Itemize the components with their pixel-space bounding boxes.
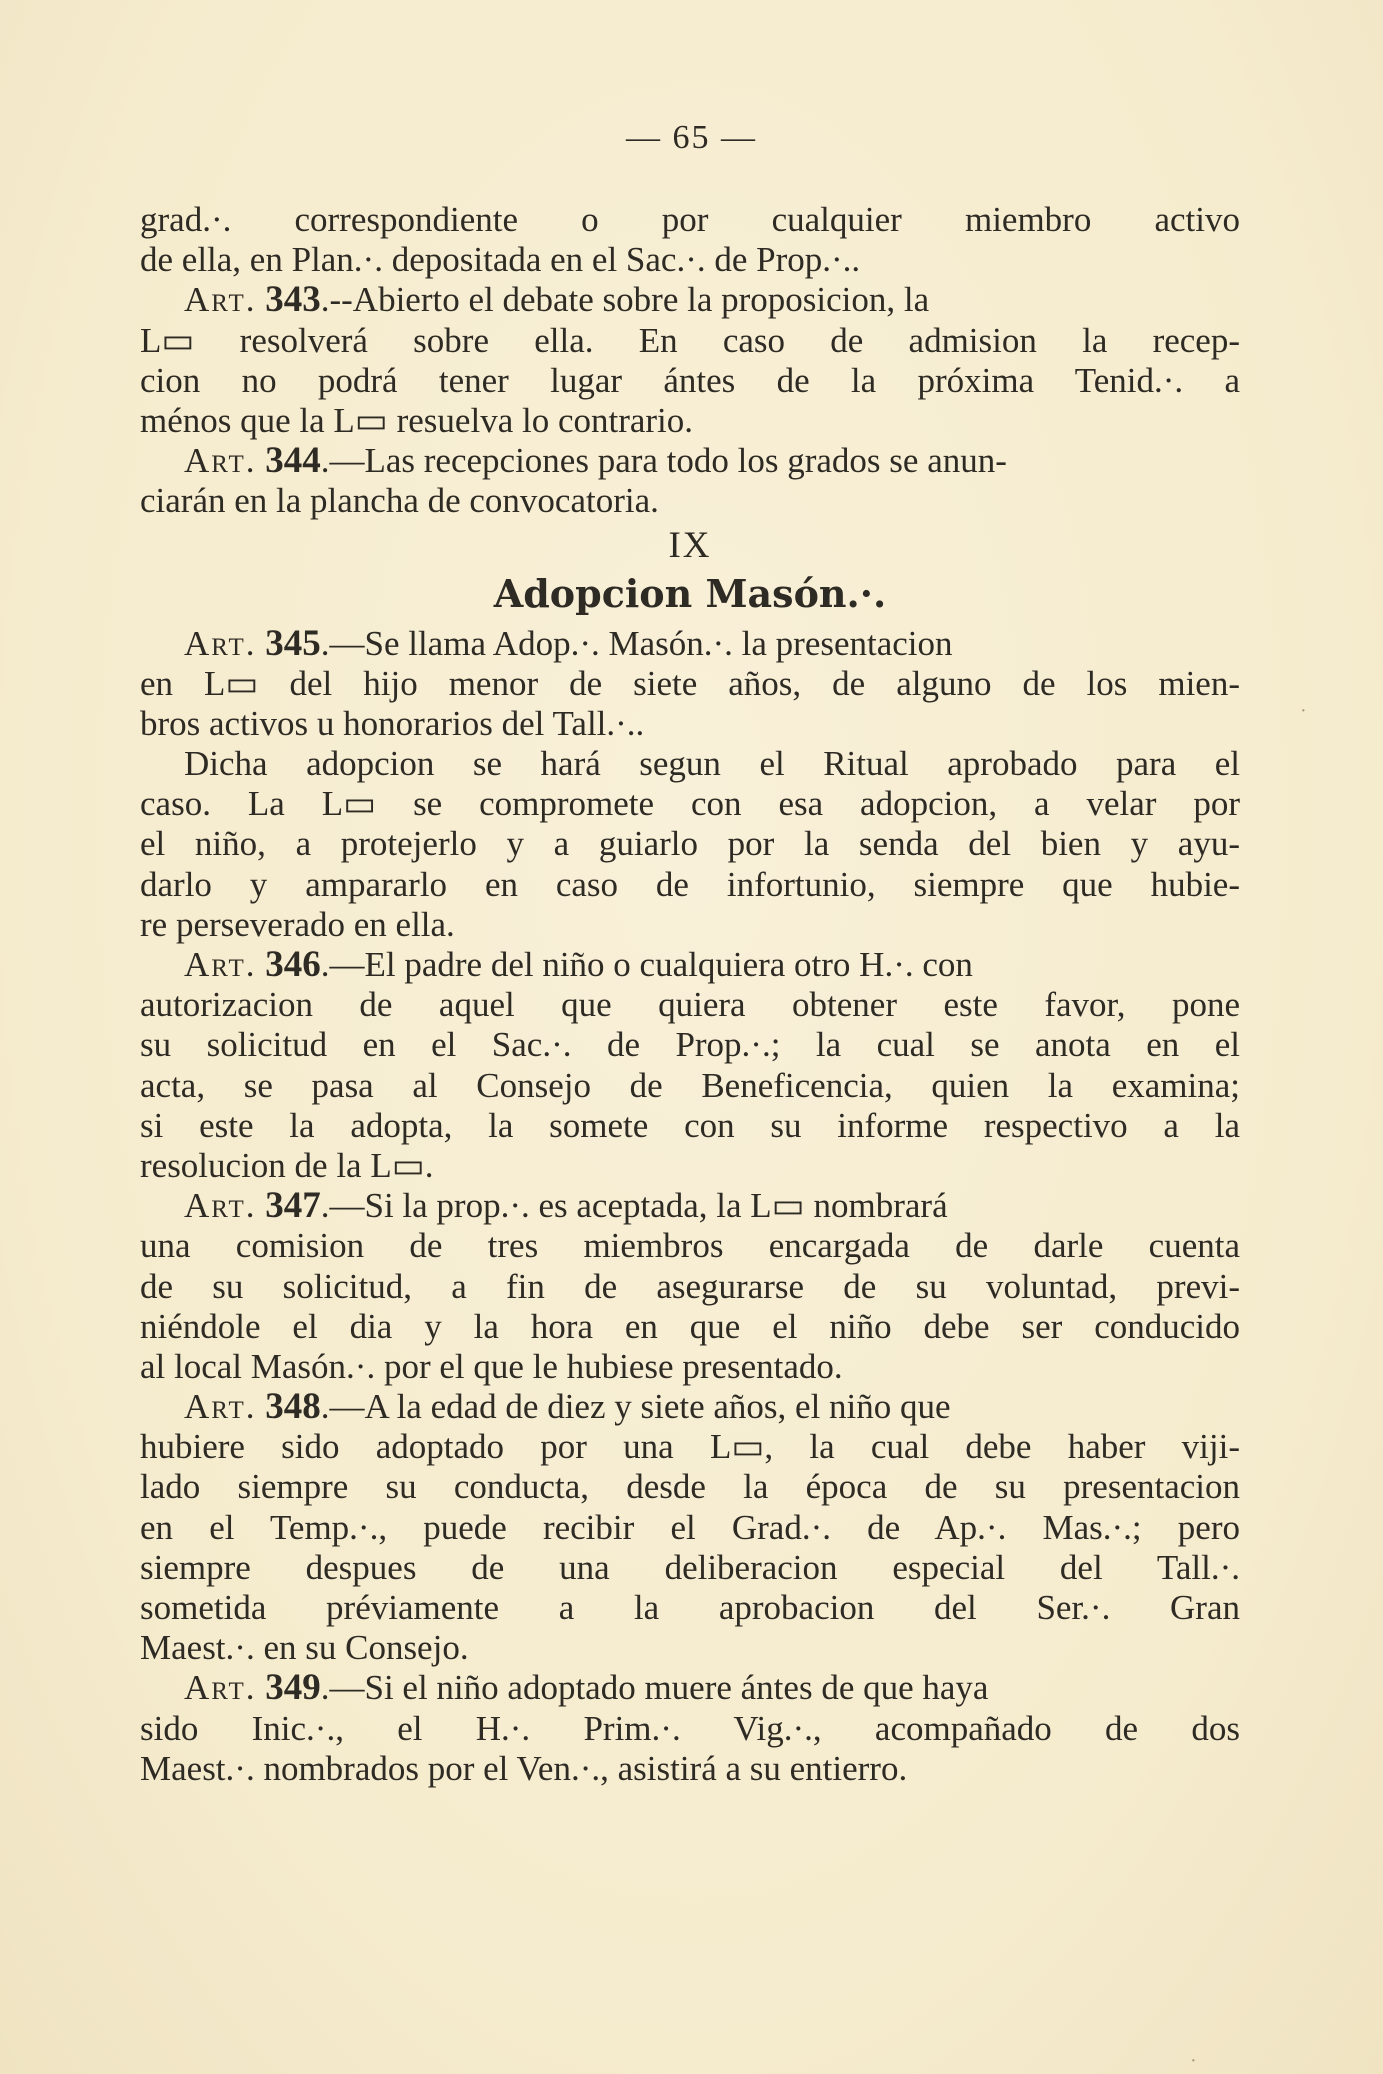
text-line: re perseverado en ella. (140, 904, 455, 944)
article-number: 346 (265, 944, 321, 985)
article-heading-line (140, 624, 1240, 664)
text-line: su solicitud en el Sac.·. de Prop.·.; la cual se anota en el (140, 1025, 1240, 1065)
article-label: Art. (184, 1186, 257, 1226)
article-heading-line (140, 1387, 1240, 1427)
article-heading-line (140, 1186, 1240, 1226)
article-label: Art. (184, 280, 257, 320)
text-line: autorizacion de aquel que quiera obtener este favor, pone (140, 985, 1240, 1025)
text-line: en el Temp.·., puede recibir el Grad.·. de Ap.·. Mas.·.; pero (140, 1507, 1240, 1547)
article-heading-line (140, 945, 1240, 985)
text-line: darlo y ampararlo en caso de infortunio, siempre que hubie- (140, 864, 1240, 904)
text-line: acta, se pasa al Consejo de Beneficencia, quien la examina; (140, 1065, 1240, 1105)
article-label: Art. (184, 441, 257, 481)
text-line: Maest.·. nombrados por el Ven.·., asistirá a su entierro. (140, 1748, 908, 1788)
text-line: ménos que la L▭ resuelva lo contrario. (140, 400, 694, 440)
text-line: caso. La L▭ se compromete con esa adopcion, a velar por (140, 784, 1240, 824)
text-line: el niño, a protejerlo y a guiarlo por la senda del bien y ayu- (140, 824, 1240, 864)
article-number: 349 (265, 1667, 321, 1709)
text-line: al local Masón.·. por el que le hubiese presentado. (140, 1346, 843, 1386)
article-text: .—Si el niño adoptado muere ántes de que haya (320, 1668, 989, 1708)
paper-speck: · (1300, 700, 1307, 722)
text-line: una comision de tres miembros encargada de darle cuenta (140, 1226, 1240, 1266)
article-number: 348 (265, 1386, 321, 1428)
article-number: 344 (265, 440, 321, 482)
text-line: resolucion de la L▭. (140, 1145, 434, 1185)
article-text: .—Las recepciones para todo los grados se anun- (320, 441, 1007, 481)
text-block-top (140, 200, 1240, 522)
article-number: 343 (265, 279, 321, 321)
article-text: .—Si la prop.·. es aceptada, la L▭ nombrará (320, 1186, 948, 1226)
article-heading-line (140, 280, 1240, 320)
text-line: niéndole el dia y la hora en que el niño debe ser conducido (140, 1306, 1240, 1346)
text-line: L▭ resolverá sobre ella. En caso de admision la recep- (140, 320, 1240, 360)
section-title: Adopcion Masón.·. (493, 570, 887, 616)
text-line: ciarán en la plancha de convocatoria. (140, 481, 659, 521)
article-label: Art. (184, 1387, 257, 1427)
text-line: siempre despues de una deliberacion especial del Tall.·. (140, 1547, 1240, 1587)
text-line: de su solicitud, a fin de asegurarse de su voluntad, previ- (140, 1266, 1240, 1306)
article-text: .—El padre del niño o cualquiera otro H.·. con (320, 945, 973, 984)
text-line: hubiere sido adoptado por una L▭, la cual debe haber viji- (140, 1427, 1240, 1467)
text-line: cion no podrá tener lugar ántes de la próxima Tenid.·. a (140, 360, 1240, 400)
article-label: Art. (184, 1668, 257, 1708)
article-heading-line (140, 1668, 1240, 1708)
text-line: Maest.·. en su Consejo. (140, 1628, 469, 1668)
text-line: si este la adopta, la somete con su informe respectivo a la (140, 1105, 1240, 1145)
text-line: lado siempre su conducta, desde la época de su presentacion (140, 1467, 1240, 1507)
text-line: grad.·. correspondiente o por cualquier miembro activo (140, 200, 1240, 239)
text-line: bros activos u honorarios del Tall.·.. (140, 703, 645, 743)
article-heading-line (140, 441, 1240, 481)
article-text: .--Abierto el debate sobre la proposicion, la (320, 280, 930, 320)
paper-speck: · (1190, 2050, 1197, 2072)
text-line: sometida préviamente a la aprobacion del Ser.·. Gran (140, 1588, 1240, 1627)
article-number: 345 (265, 622, 321, 664)
article-label: Art. (184, 945, 257, 984)
text-block-bottom (140, 624, 1240, 1789)
text-line: Dicha adopcion se hará segun el Ritual aprobado para el (184, 744, 1240, 784)
page-number: — 65 — (626, 119, 757, 156)
article-label: Art. (184, 623, 257, 663)
article-number: 347 (265, 1185, 321, 1227)
body-text (140, 200, 1240, 1789)
article-text: .—A la edad de diez y siete años, el niño que (320, 1387, 951, 1427)
text-line: en L▭ del hijo menor de siete años, de alguno de los mien- (140, 663, 1240, 703)
section-number: IX (668, 524, 712, 566)
text-line: de ella, en Plan.·. depositada en el Sac.·. de Prop.·.. (140, 240, 861, 280)
text-line: sido Inic.·., el H.·. Prim.·. Vig.·., acompañado de dos (140, 1708, 1240, 1748)
article-text: .—Se llama Adop.·. Masón.·. la presentacion (320, 623, 953, 663)
